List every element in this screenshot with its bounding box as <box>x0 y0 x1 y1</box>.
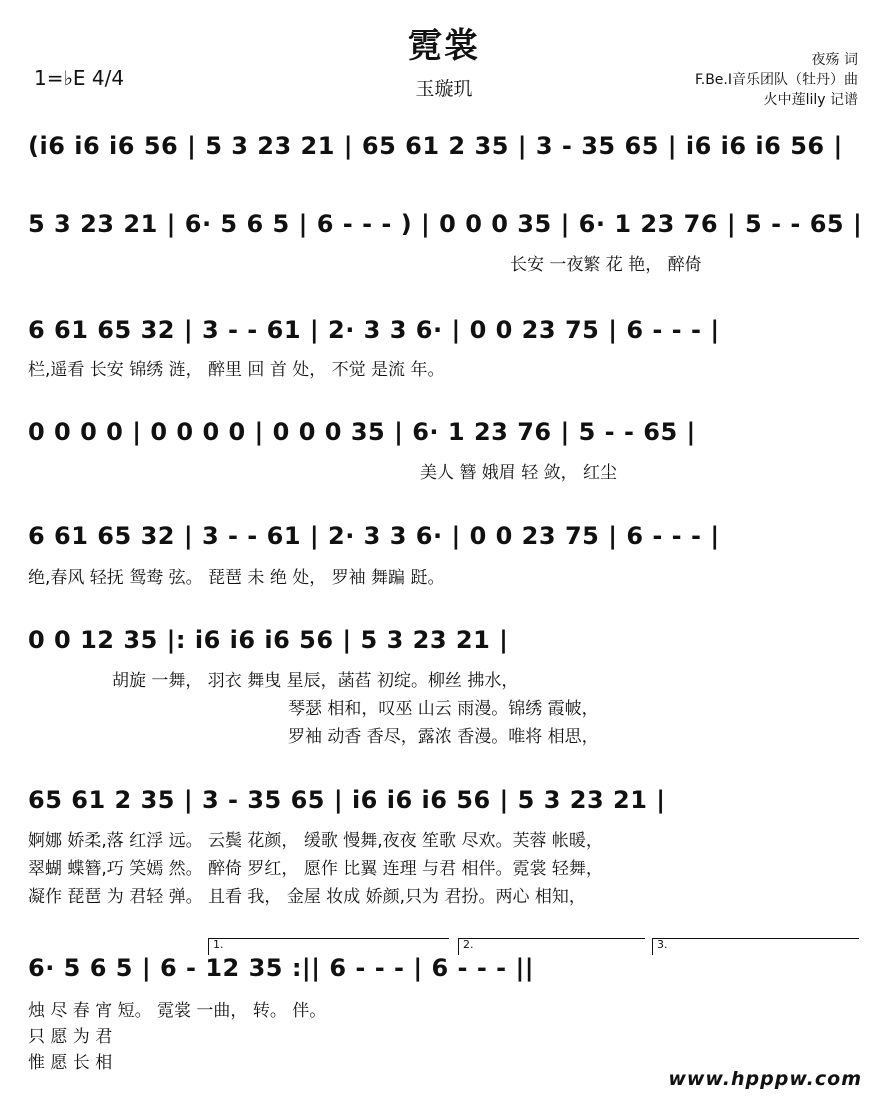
lyric-row-6-3: 罗袖 动香 香尽，露浓 香漫。唯将 相思， <box>288 727 599 747</box>
lyric-row-3-1: 栏,遥看 长安 锦绣 涟， 醉里 回 首 处， 不觉 是流 年。 <box>28 360 445 380</box>
notation-row-5: 6 61 65 32 | 3 - - 61 | 2· 3 3 6· | 0 0 23 75 | 6 - - - | <box>28 522 720 550</box>
lyricist-credit: 夜殇 词 <box>811 52 858 68</box>
lyric-row-5-1: 绝,春风 轻抚 鸳鸯 弦。 琵琶 未 绝 处， 罗袖 舞蹁 跹。 <box>28 568 445 588</box>
lyric-row-2-1: 长安 一夜繁 花 艳， 醉倚 <box>510 255 702 275</box>
notation-row-7: 65 61 2 35 | 3 - 35 65 | i6 i6 i6 56 | 5 3 23 21 | <box>28 786 666 814</box>
notation-row-3: 6 61 65 32 | 3 - - 61 | 2· 3 3 6· | 0 0 23 75 | 6 - - - | <box>28 316 720 344</box>
lyric-row-7-3: 凝作 琵琶 为 君轻 弹。 且看 我， 金屋 妆成 娇颜,只为 君扮。两心 相知， <box>28 887 586 907</box>
song-title: 霓裳 <box>408 26 480 66</box>
ending-label-2: 2. <box>463 938 474 951</box>
notation-row-4: 0 0 0 0 | 0 0 0 0 | 0 0 0 35 | 6· 1 23 76 | 5 - - 65 | <box>28 418 696 446</box>
lyric-row-7-2: 翠蝴 蝶簪,巧 笑嫣 然。 醉倚 罗红， 愿作 比翼 连理 与君 相伴。霓裳 轻舞， <box>28 859 603 879</box>
singer-name: 玉璇玑 <box>415 78 473 100</box>
credits <box>695 50 858 110</box>
lyric-row-6-1: 胡旋 一舞， 羽衣 舞曳 星辰，菡萏 初绽。柳丝 拂水， <box>112 671 519 691</box>
notation-row-2: 5 3 23 21 | 6· 5 6 5 | 6 - - - ) | 0 0 0 35 | 6· 1 23 76 | 5 - - 65 | <box>28 210 863 238</box>
composer-credit: F.Be.I音乐团队（牡丹）曲 <box>694 72 858 88</box>
lyric-row-4-1: 美人 簪 娥眉 轻 敛， 红尘 <box>420 463 618 483</box>
ending-label-1: 1. <box>213 938 224 951</box>
ending-bracket-3 <box>652 938 859 955</box>
lyric-row-8-3: 惟 愿 长 相 <box>28 1053 113 1073</box>
website-watermark: www.hpppw.com <box>668 1068 862 1090</box>
lyric-row-7-1: 婀娜 娇柔,落 红浮 远。 云鬓 花颜， 缓歌 慢舞,夜夜 笙歌 尽欢。芙蓉 帐暖， <box>28 831 603 851</box>
notation-row-6: 0 0 12 35 |: i6 i6 i6 56 | 5 3 23 21 | <box>28 626 509 654</box>
lyric-row-6-2: 琴瑟 相和，叹巫 山云 雨漫。锦绣 霞帔， <box>288 699 599 719</box>
key-signature: 1=♭E 4/4 <box>34 66 125 90</box>
notation-row-8: 6· 5 6 5 | 6 - 12 35 :|| 6 - - - | 6 - - - || <box>28 954 534 982</box>
transcriber-credit: 火中莲lily 记谱 <box>763 92 858 108</box>
lyric-row-8-1: 烛 尽 春 宵 短。 霓裳 一曲， 转。 伴。 <box>28 1001 327 1021</box>
notation-row-1: (i6 i6 i6 56 | 5 3 23 21 | 65 61 2 35 | 3 - 35 65 | i6 i6 i6 56 | <box>28 132 843 160</box>
ending-bracket-2 <box>458 938 645 955</box>
ending-bracket-1 <box>208 938 449 955</box>
ending-label-3: 3. <box>657 938 668 951</box>
lyric-row-8-2: 只 愿 为 君 <box>28 1027 113 1047</box>
